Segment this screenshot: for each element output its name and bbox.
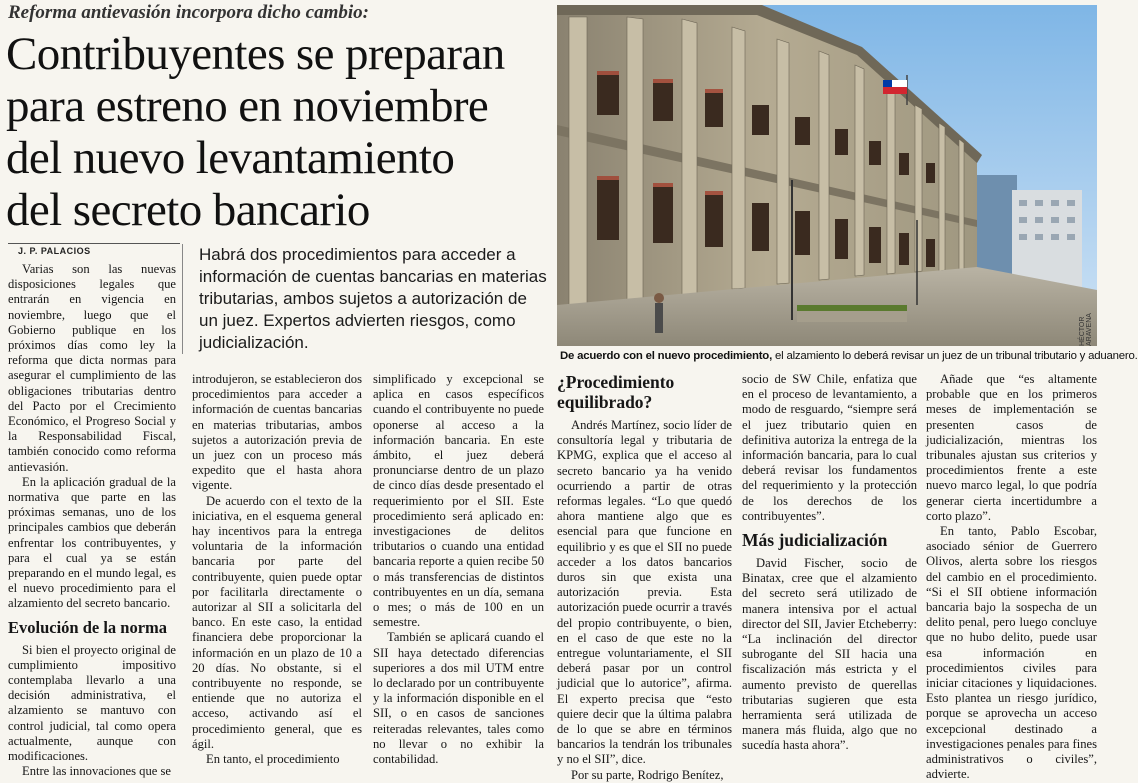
paragraph: Varias son las nuevas disposiciones legales que entrarán en vigencia en noviembre, luego que el Gobierno publique en los próximos días como ley la reforma que dicta normas para asegurar el cumplimiento de las obligaciones tributarias dentro del Pacto por el Crecimiento Económico, el Progreso Social y la Responsabilidad Fiscal, también conocido como reforma antievasión. xyxy=(8,262,176,474)
paragraph: En la aplicación gradual de la normativa que parte en las próximas semanas, uno de los principales cambios que deberán enfrentar los contribuyentes, y para el cual ya se están preparando en el mundo legal, es el nuevo procedimiento para el alzamiento del secreto bancario. xyxy=(8,474,176,611)
paragraph: socio de SW Chile, enfatiza que en el proceso de levantamiento, a modo de resguardo, “siempre será el juez tributario quien en definitiva autoriza la entrega de la información bancaria, para lo cual deberá revisar los fundamentos del requerimiento y la protección de los derechos de los contribuyentes”. xyxy=(742,372,917,523)
paragraph: Añade que “es altamente probable que en los primeros meses de implementación se presenten casos de judicialización, mientras los tribunales ajustan sus criterios y procedimientos frente a este nuevo marco legal, lo que podría generar cierta incertidumbre a corto plazo”. xyxy=(926,372,1097,523)
paragraph: También se aplicará cuando el SII haya detectado diferencias superiores a dos mil UTM entre lo declarado por un contribuyente y la información disponible en el SII, o en casos de sanciones reiteradas relevantes, tales como no llevar o no exhibir la contabilidad. xyxy=(373,630,544,767)
kicker: Reforma antievasión incorpora dicho cambio: xyxy=(8,2,369,23)
paragraph: Por su parte, Rodrigo Benítez, xyxy=(571,767,724,782)
byline: J. P. PALACIOS xyxy=(18,246,91,256)
article-column-5 xyxy=(742,372,917,754)
section-heading: Más judicialización xyxy=(742,530,888,551)
paragraph: Si bien el proyecto original de cumplimiento impositivo contemplaba llevarlo a una decisión administrativa, el alzamiento se mantuvo con control judicial, tal como opera actualmente, aunque con modificaciones. xyxy=(8,642,176,764)
paragraph: David Fischer, socio de Binatax, cree que el alzamiento del secreto será utilizado de manera intensiva por el actual director del SII, Javier Etcheberry: “La inclinación del director subrogante del SII hacia una fiscalización más estricta y el aumento previsto de querellas tributarias sugieren que esta herramienta será utilizada de manera más fluida, algo que no sucedía hasta ahora”. xyxy=(742,556,917,753)
article-summary: Habrá dos procedimientos para acceder a información de cuentas bancarias en materias tributarias, ambos sujetos a autorización de un juez. Expertos advierten riesgos, como judicialización. xyxy=(182,244,550,354)
headline-line: Contribuyentes se preparan xyxy=(6,28,505,80)
paragraph: En tanto, Pablo Escobar, asociado sénior de Guerrero Olivos, alerta sobre los riesgos del cambio en el procedimiento. “Si el SII obtiene información bancaria bajo la sospecha de un delito penal, pero luego concluye que no hubo delito, puede usar esa información en procedimientos civiles para iniciar citaciones y liquidaciones. Esto plantea un riesgo jurídico, porque se aprovecha un acceso excepcional destinado a investigaciones penales para fines administrativos o civiles”, advierte. xyxy=(926,524,1097,782)
headline-line: para estreno en noviembre xyxy=(6,80,489,132)
photo-caption xyxy=(560,349,1138,363)
paragraph: simplificado y excepcional se aplica en casos específicos cuando el contribuyente no puede oponerse al acceso a la información bancaria. En este ámbito, el juez deberá pronunciarse dentro de un plazo de cinco días desde presentado el requerimiento por el SII. Este procedimiento será aplicado en: investigaciones de delitos tributarios o cuando una entidad bancaria reporte a quien recibe 50 o más transferencias de distintos contribuyentes en un día, semana o mes; o más de 100 en un semestre. xyxy=(373,372,544,630)
byline-divider xyxy=(8,243,180,244)
paragraph: En tanto, el procedimiento xyxy=(206,752,340,767)
paragraph: De acuerdo con el texto de la iniciativa, en el esquema general hay incentivos para la entrega voluntaria de la información bancaria por parte del contribuyente, quien puede optar por facilitarla directamente o autorizar al SII a solicitarla del banco. En este caso, la entidad financiera debe proporcionar la información en un plazo de 10 a 20 días. No obstante, si el contribuyente no responde, se entiende que no autoriza el acceso, activando así el procedimiento general, que es ágil. xyxy=(192,493,362,751)
paragraph: introdujeron, se establecieron dos procedimientos para acceder a información de cuentas bancarias en materias tributarias, ambos sujetos a autorización previa de un juez con un proceso más expedito que el hasta ahora vigente. xyxy=(192,372,362,493)
paragraph: Entre las innovaciones que se xyxy=(22,764,171,779)
article-column-6 xyxy=(926,372,1097,782)
photo-credit: HÉCTOR ARAVENA xyxy=(1079,313,1093,346)
article-column-3 xyxy=(373,372,544,767)
headline-line: del secreto bancario xyxy=(6,184,370,236)
article-column-1 xyxy=(8,262,176,780)
paragraph: Andrés Martínez, socio líder de consultoría legal y tributaria de KPMG, explica que el acceso al secreto bancario ya ha venido ocurriendo a partir de otras reformas legales. “Lo que quedó ahora mantiene algo que es esencial para que funcione en equilibrio y es que el SII no puede acceder a los datos bancarios duros sin que exista una autorización previa. Esta autorización puede ocurrir a través del propio contribuyente, o bien, en el caso de que este no la entregue voluntariamente, el SII deberá pasar por un control judicial que lo autorice”, afirma. El experto precisa que “esto quiere decir que la última palabra de lo que se abre en términos bancarios la tendrán los tribunales y no el SII”, dice. xyxy=(557,418,732,767)
article-photo xyxy=(557,5,1097,346)
article-column-4 xyxy=(557,372,732,783)
caption-lead: De acuerdo con el nuevo procedimiento, xyxy=(560,350,773,362)
courthouse-photo xyxy=(557,5,1097,346)
headline-line: del nuevo levantamiento xyxy=(6,132,455,184)
article-column-2 xyxy=(192,372,362,767)
section-heading: Evolución de la norma xyxy=(8,617,168,637)
caption-text: el alzamiento lo deberá revisar un juez de un tribunal tributario y aduanero. xyxy=(772,350,1138,362)
section-heading: ¿Procedimiento equilibrado? xyxy=(557,372,675,412)
headline xyxy=(6,28,551,236)
